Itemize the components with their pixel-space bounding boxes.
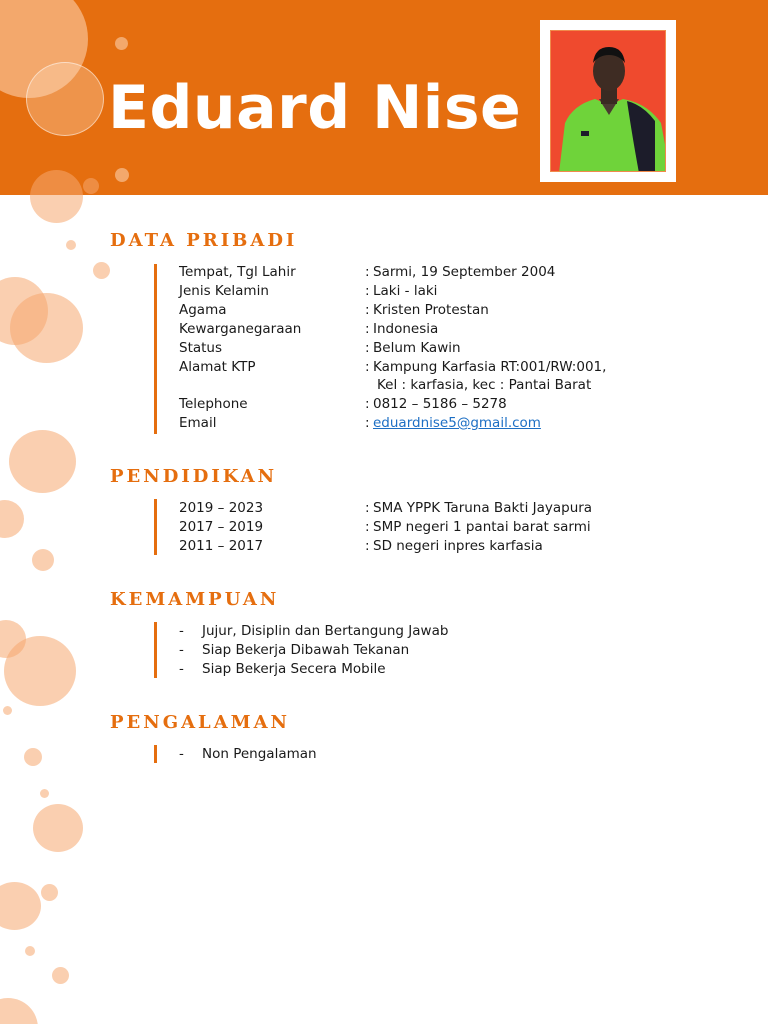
decorative-bubble bbox=[0, 882, 41, 930]
info-value: Belum Kawin bbox=[373, 340, 461, 356]
info-value: Kel : karfasia, kec : Pantai Barat bbox=[377, 377, 592, 393]
education-school: SMA YPPK Taruna Bakti Jayapura bbox=[373, 500, 593, 516]
section-divider-bar bbox=[154, 499, 157, 555]
decorative-bubble bbox=[93, 262, 110, 279]
bullet-dash: - bbox=[179, 661, 184, 677]
info-separator: : bbox=[365, 264, 370, 280]
decorative-bubble bbox=[3, 706, 12, 715]
skill-text: Siap Bekerja Dibawah Tekanan bbox=[202, 642, 410, 658]
info-separator: : bbox=[365, 519, 370, 535]
skill-text: Jujur, Disiplin dan Bertangung Jawab bbox=[202, 623, 449, 639]
section-divider-bar bbox=[154, 622, 157, 678]
info-value: 0812 – 5186 – 5278 bbox=[373, 396, 507, 412]
section-title-pengalaman: PENGALAMAN bbox=[110, 712, 291, 733]
decorative-bubble bbox=[25, 946, 35, 956]
decorative-bubble bbox=[66, 240, 76, 250]
info-label: Tempat, Tgl Lahir bbox=[179, 264, 296, 280]
decorative-bubble bbox=[115, 37, 128, 50]
decorative-bubble bbox=[0, 998, 38, 1024]
education-school: SD negeri inpres karfasia bbox=[373, 538, 543, 554]
info-separator: : bbox=[365, 283, 370, 299]
bullet-dash: - bbox=[179, 642, 184, 658]
decorative-bubble bbox=[52, 967, 69, 984]
decorative-bubble bbox=[32, 549, 54, 571]
decorative-bubble bbox=[33, 804, 83, 852]
person-name: Eduard Nise bbox=[108, 73, 522, 143]
section-title-pendidikan: PENDIDIKAN bbox=[110, 466, 278, 487]
bullet-dash: - bbox=[179, 623, 184, 639]
info-label: Email bbox=[179, 415, 217, 431]
decorative-bubble bbox=[115, 168, 129, 182]
info-value: Kampung Karfasia RT:001/RW:001, bbox=[373, 359, 607, 375]
decorative-bubble bbox=[40, 789, 49, 798]
decorative-bubble bbox=[9, 430, 76, 493]
decorative-bubble bbox=[4, 636, 76, 706]
decorative-bubble bbox=[30, 170, 83, 223]
section-title-data-pribadi: DATA PRIBADI bbox=[110, 230, 298, 251]
info-label: Alamat KTP bbox=[179, 359, 256, 375]
decorative-bubble bbox=[10, 293, 83, 363]
education-school: SMP negeri 1 pantai barat sarmi bbox=[373, 519, 591, 535]
info-separator: : bbox=[365, 500, 370, 516]
info-separator: : bbox=[365, 538, 370, 554]
education-years: 2011 – 2017 bbox=[179, 538, 264, 554]
education-years: 2017 – 2019 bbox=[179, 519, 264, 535]
profile-photo-frame bbox=[540, 20, 676, 182]
decorative-bubble bbox=[83, 178, 99, 194]
education-years: 2019 – 2023 bbox=[179, 500, 264, 516]
person-silhouette-icon bbox=[551, 31, 666, 172]
decorative-bubble bbox=[26, 62, 104, 136]
info-value: Laki - laki bbox=[373, 283, 438, 299]
info-value: Sarmi, 19 September 2004 bbox=[373, 264, 556, 280]
bullet-dash: - bbox=[179, 746, 184, 762]
info-separator: : bbox=[365, 321, 370, 337]
info-value: Kristen Protestan bbox=[373, 302, 489, 318]
info-separator: : bbox=[365, 415, 370, 431]
info-label: Telephone bbox=[179, 396, 248, 412]
profile-photo bbox=[550, 30, 666, 172]
info-separator: : bbox=[365, 396, 370, 412]
skill-text: Siap Bekerja Secera Mobile bbox=[202, 661, 386, 677]
section-title-kemampuan: KEMAMPUAN bbox=[110, 589, 280, 610]
section-divider-bar bbox=[154, 264, 157, 434]
info-label: Kewarganegaraan bbox=[179, 321, 302, 337]
decorative-bubble bbox=[24, 748, 42, 766]
section-divider-bar bbox=[154, 745, 157, 763]
decorative-bubble bbox=[0, 500, 24, 538]
decorative-bubble bbox=[41, 884, 58, 901]
info-value: Indonesia bbox=[373, 321, 439, 337]
info-separator: : bbox=[365, 340, 370, 356]
info-separator: : bbox=[365, 359, 370, 375]
experience-text: Non Pengalaman bbox=[202, 746, 317, 762]
info-label: Status bbox=[179, 340, 223, 356]
info-separator: : bbox=[365, 302, 370, 318]
email-link[interactable]: eduardnise5@gmail.com bbox=[373, 415, 541, 431]
info-label: Agama bbox=[179, 302, 227, 318]
info-label: Jenis Kelamin bbox=[179, 283, 269, 299]
